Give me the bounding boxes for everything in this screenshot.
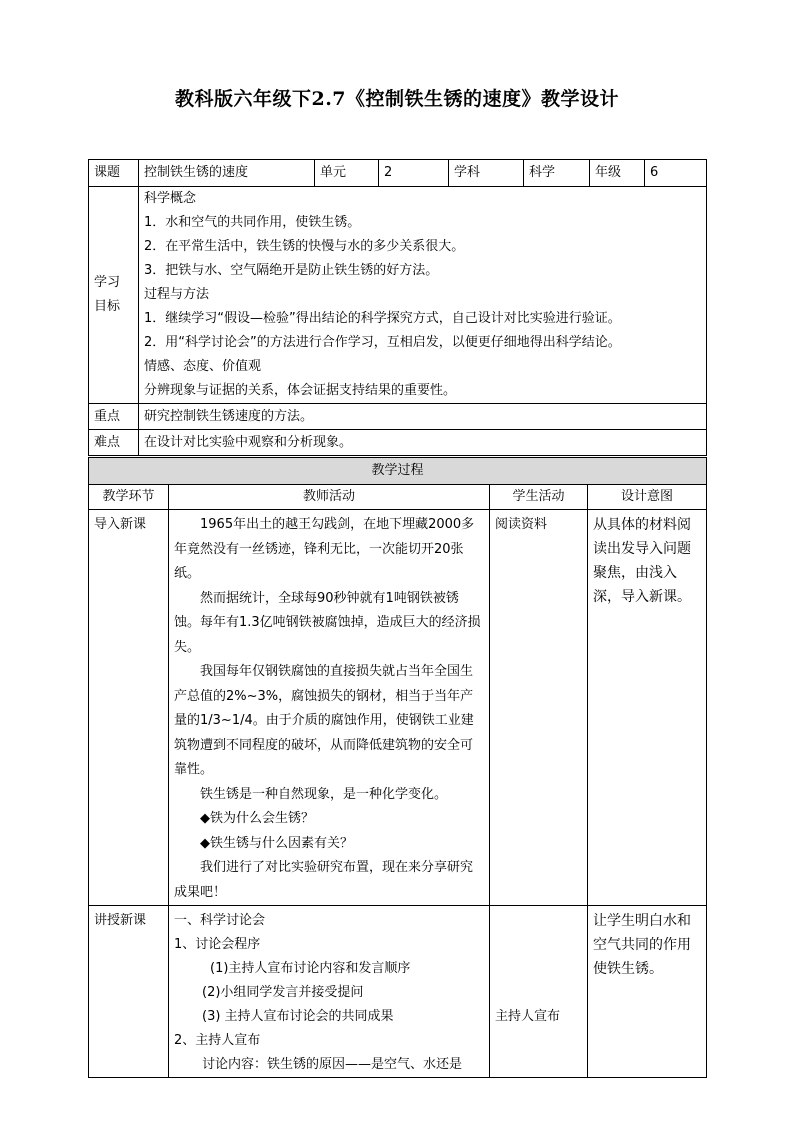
grade-value: 6 — [645, 160, 707, 187]
intro-paragraph: 然而据统计，全球每90秒钟就有1吨钢铁被锈蚀。每年有1.3亿吨钢铁被腐蚀掉，造成巨大的经济损失。 — [174, 590, 481, 655]
key-label: 重点 — [89, 404, 139, 430]
header-purpose: 设计意图 — [588, 485, 707, 510]
teach-line: 2、主持人宣布 — [174, 1033, 261, 1048]
teach-line: 1、讨论会程序 — [174, 937, 261, 952]
header-student: 学生活动 — [490, 485, 588, 510]
teach-student: 主持人宣布 — [490, 906, 588, 1078]
goal-line: 过程与方法 — [144, 287, 210, 302]
grade-label: 年级 — [590, 160, 645, 187]
teach-line: (3) 主持人宣布讨论会的共同成果 — [202, 1009, 394, 1024]
goals-content — [139, 187, 707, 404]
intro-paragraph: 我们进行了对比实验研究布置，现在来分享研究成果吧！ — [174, 860, 474, 900]
unit-value: 2 — [379, 160, 449, 187]
goal-line: 分辨现象与证据的关系，体会证据支持结果的重要性。 — [144, 383, 457, 398]
goal-line: 1．继续学习“假设—检验”得出结论的科学探究方式，自己设计对比实验进行验证。 — [144, 311, 621, 326]
intro-student: 阅读资料 — [490, 510, 588, 906]
subject-value: 科学 — [524, 160, 590, 187]
difficulty-label: 难点 — [89, 430, 139, 456]
intro-paragraph: 我国每年仅钢铁腐蚀的直接损失就占当年全国生产总值的2%~3%，腐蚀损失的钢材，相当于当年产量的1/3~1/4。由于介质的腐蚀作用，使钢铁工业建筑物遭到不同程度的破坏，从而降低建筑物的安全可靠性。 — [174, 664, 474, 777]
document-title: 教科版六年级下2.7《控制铁生锈的速度》教学设计 — [174, 88, 620, 110]
goal-line: 1．水和空气的共同作用，使铁生锈。 — [144, 215, 361, 230]
intro-purpose: 从具体的材料阅读出发导入问题聚焦，由浅入深，导入新课。 — [588, 510, 707, 906]
teach-line: (2)小组同学发言并接受提问 — [202, 985, 364, 1000]
unit-label: 单元 — [315, 160, 379, 187]
topic-value: 控制铁生锈的速度 — [139, 160, 315, 187]
info-table — [88, 159, 707, 456]
teach-line: 一、科学讨论会 — [174, 913, 266, 928]
intro-stage: 导入新课 — [89, 510, 169, 906]
header-teacher: 教师活动 — [169, 485, 490, 510]
intro-question: ◆铁为什么会生锈？ — [200, 811, 314, 826]
goal-line: 3．把铁与水、空气隔绝开是防止铁生锈的好方法。 — [144, 263, 439, 278]
difficulty-value: 在设计对比实验中观察和分析现象。 — [139, 430, 707, 456]
intro-question: ◆铁生锈与什么因素有关？ — [200, 835, 353, 851]
goal-line: 情感、态度、价值观 — [144, 359, 262, 374]
teach-line: (1)主持人宣布讨论内容和发言顺序 — [210, 961, 411, 976]
intro-teacher — [169, 510, 490, 906]
process-table — [88, 457, 707, 1078]
goal-line: 2．在平常生活中，铁生锈的快慢与水的多少关系很大。 — [144, 239, 465, 254]
process-heading: 教学过程 — [89, 458, 707, 485]
header-stage: 教学环节 — [89, 485, 169, 510]
teach-teacher — [169, 906, 490, 1078]
teach-purpose: 让学生明白水和空气共同的作用使铁生锈。 — [588, 906, 707, 1078]
intro-paragraph: 1965年出土的越王勾践剑，在地下埋藏2000多年竟然没有一丝锈迹，锋利无比，一次能切开20张纸。 — [174, 517, 475, 581]
goal-line: 2．用“科学讨论会”的方法进行合作学习，互相启发，以便更仔细地得出科学结论。 — [144, 335, 621, 350]
subject-label: 学科 — [449, 160, 524, 187]
topic-label: 课题 — [89, 160, 139, 187]
teach-stage: 讲授新课 — [89, 906, 169, 1078]
teach-line: 讨论内容：铁生锈的原因——是空气、水还是 — [202, 1057, 463, 1072]
goal-line: 科学概念 — [144, 191, 197, 206]
goals-label: 学习目标 — [89, 187, 139, 404]
intro-paragraph: 铁生锈是一种自然现象，是一种化学变化。 — [200, 786, 448, 802]
key-value: 研究控制铁生锈速度的方法。 — [139, 404, 707, 430]
